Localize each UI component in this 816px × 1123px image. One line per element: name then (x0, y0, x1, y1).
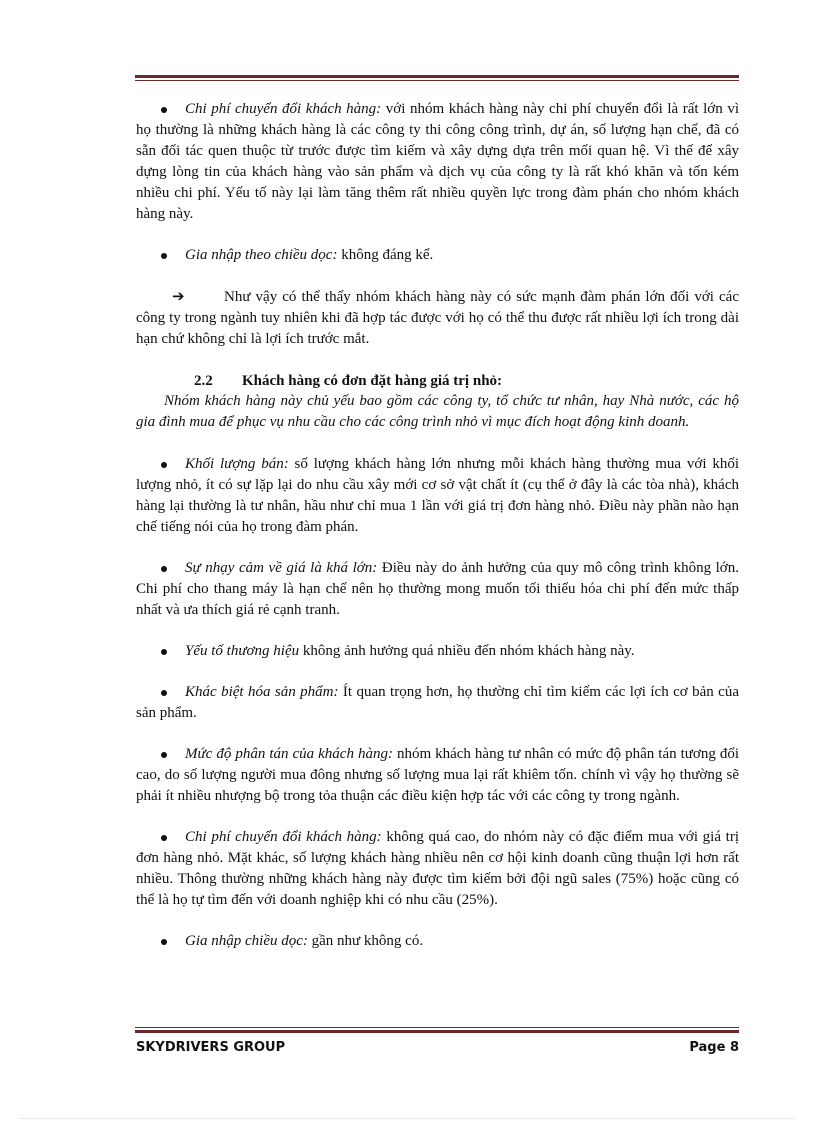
page-edge-divider (20, 1118, 796, 1119)
bullet-lead: Khối lượng bán: (185, 456, 289, 472)
bullet-paragraph (136, 641, 739, 662)
footer-company: SKYDRIVERS GROUP (136, 1040, 286, 1055)
bullet-lead: Chi phí chuyển đổi khách hàng: (185, 101, 382, 117)
bullet-text: không đáng kể. (337, 247, 434, 263)
bullet-paragraph (136, 827, 739, 911)
bullet-icon (161, 649, 167, 655)
bullet-icon (161, 253, 167, 259)
bullet-paragraph (136, 99, 739, 225)
bullet-icon (161, 939, 167, 945)
conclusion-paragraph (136, 286, 739, 350)
section-number: 2.2 (194, 373, 213, 389)
header-rule-thick (135, 75, 739, 78)
bullet-lead: Gia nhập theo chiều dọc: (185, 247, 338, 263)
bullet-text: nhóm khách hàng tư nhân có mức độ phân tán tương đối cao, do số lượng người mua đông nhưng số lượng mua lại rất khiêm tốn. chính vì vậy họ thường sẽ phải ít nhiều nhượng bộ trong tỏa thuận các điều kiện hợp tác với các công ty trong ngành. (136, 746, 739, 804)
bullet-paragraph (136, 454, 739, 538)
bullet-lead: Gia nhập chiều dọc: (185, 933, 308, 949)
footer-page-number: Page 8 (689, 1040, 739, 1055)
bullet-text: không ảnh hưởng quá nhiều đến nhóm khách hàng này. (299, 643, 635, 659)
bullet-icon (161, 566, 167, 572)
bullet-icon (161, 752, 167, 758)
bullet-text: số lượng khách hàng lớn nhưng mỗi khách hàng thường mua với khối lượng nhỏ, ít có sự lặp lại do nhu cầu xây mới cơ sở vật chất ít (cụ thể ở đây là các tòa nhà), khách hàng lại thường là tư nhân, hầu như chỉ mua 1 lần với giá trị đơn hàng nhỏ. Điều này phần nào hạn chế tiếng nói của họ trong đàm phán. (136, 456, 739, 535)
bullet-lead: Mức độ phân tán của khách hàng: (185, 746, 393, 762)
section-intro: Nhóm khách hàng này chủ yếu bao gồm các công ty, tổ chức tư nhân, hay Nhà nước, các hộ gia đình mua để phục vụ nhu cầu cho các công trình nhỏ vì mục đích hoạt động kinh doanh. (136, 393, 739, 430)
section-title: Khách hàng có đơn đặt hàng giá trị nhỏ: (242, 373, 503, 389)
arrow-right-icon: ➔ (172, 287, 185, 305)
bullet-paragraph (136, 245, 739, 266)
bullet-icon (161, 690, 167, 696)
bullet-paragraph (136, 744, 739, 807)
header-rule-thin (135, 80, 739, 81)
footer-rule-thick (135, 1030, 739, 1033)
conclusion-text: Như vậy có thể thấy nhóm khách hàng này có sức mạnh đàm phán lớn đối với các công ty trong ngành tuy nhiên khi đã hợp tác được với họ có thể thu được rất nhiều lợi ích trong dài hạn chứ không chỉ là lợi ích trước mắt. (136, 289, 739, 347)
bullet-icon (161, 107, 167, 113)
bullet-lead: Yếu tố thương hiệu (185, 643, 300, 659)
footer-rule-thin (135, 1027, 739, 1028)
section-heading (136, 371, 739, 391)
bullet-text: Ít quan trọng hơn, họ thường chỉ tìm kiếm các lợi ích cơ bản của sản phẩm. (136, 684, 739, 721)
bullet-icon (161, 462, 167, 468)
bullet-lead: Sự nhạy cảm về giá là khá lớn: (185, 560, 378, 576)
bullet-lead: Chi phí chuyển đổi khách hàng: (185, 829, 382, 845)
bullet-paragraph (136, 931, 739, 952)
bullet-text: gần như không có. (307, 933, 424, 949)
bullet-icon (161, 835, 167, 841)
bullet-paragraph (136, 558, 739, 621)
bullet-paragraph (136, 682, 739, 724)
bullet-text: với nhóm khách hàng này chi phí chuyển đổi là rất lớn vì họ thường là những khách hàng là các công ty thi công công trình, dự án, số lượng hạn chế, đã có sẵn đối tác quen thuộc từ trước được tìm kiếm và xây dựng dựa trên mối quan hệ. Vì thế để xây dựng lòng tin của khách hàng vào sản phẩm và dịch vụ của công ty là rất khó khăn và tốn kém nhiều chi phí. Yếu tố này lại làm tăng thêm rất nhiều quyền lực trong đàm phán cho nhóm khách hàng này. (136, 101, 739, 222)
page-body (136, 99, 739, 972)
bullet-text: Điều này do ảnh hưởng của quy mô công trình không lớn. Chi phí cho thang máy là hạn chế nên họ thường mong muốn tối thiểu hóa chi phí đến mức thấp nhất và ưa thích giá rẻ cạnh tranh. (136, 560, 739, 618)
bullet-text: không quá cao, do nhóm này có đặc điểm mua với giá trị đơn hàng nhỏ. Mặt khác, số lượng khách hàng nhiều nên cơ hội kinh doanh cũng thuận lợi hơn rất nhiều. Thông thường những khách hàng này được tìm kiếm bởi đội ngũ sales (75%) hoặc cũng có thể là họ tự tìm đến với doanh nghiệp khi có nhu cầu (25%). (136, 829, 739, 908)
bullet-lead: Khác biệt hóa sản phẩm: (185, 684, 339, 700)
